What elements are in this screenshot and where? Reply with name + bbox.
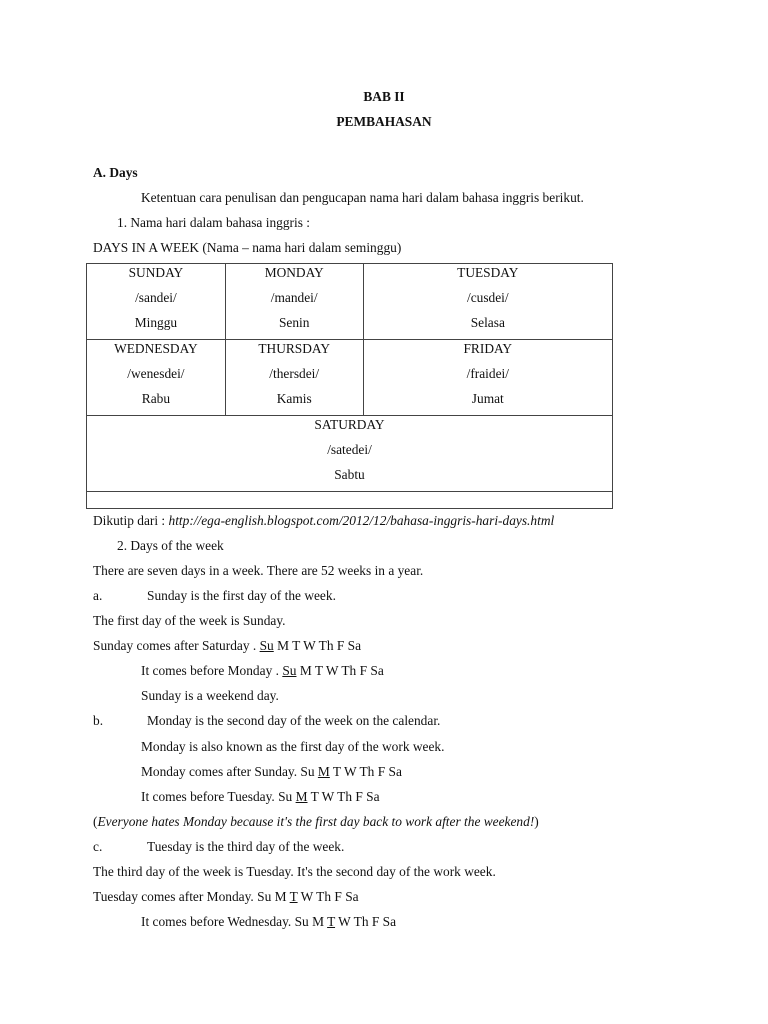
underlined-day: M [295,789,308,804]
chapter-label: BAB II [363,89,405,104]
day-pronunciation: /mandei/ [270,290,318,305]
text-segment: M T W Th F Sa [296,663,384,678]
table-row [87,416,613,492]
text-segment: W Th F Sa [335,914,397,929]
body-line: The first day of the week is Sunday. [93,613,286,628]
source-citation [93,512,554,529]
table-cell-sunday [87,264,226,340]
text-segment: T W Th F Sa [307,789,380,804]
day-pronunciation: /cusdei/ [466,290,509,305]
body-line [93,637,361,654]
text-segment: Sunday comes after Saturday . [93,638,260,653]
day-name: SATURDAY [314,417,385,432]
table-row [87,340,613,416]
text-segment: ( [93,814,98,829]
table-cell-wednesday [87,340,226,416]
day-indonesian: Rabu [141,391,171,406]
table-row [87,264,613,340]
day-name: MONDAY [264,265,324,280]
underlined-day: M [317,764,330,779]
body-line [141,662,384,679]
day-indonesian: Sabtu [334,467,365,482]
italic-note [93,813,539,830]
list-item-2: 2. Days of the week [117,538,224,553]
item-c-marker: c. [93,839,103,854]
body-line: There are seven days in a week. There are 52 weeks in a year. [93,563,424,578]
day-pronunciation: /wenesdei/ [127,366,185,381]
body-line [141,913,396,930]
table-cell-tuesday [363,264,612,340]
day-pronunciation: /sandei/ [135,290,177,305]
table-cell-thursday [225,340,363,416]
text-segment: Tuesday comes after Monday. Su M [93,889,290,904]
day-pronunciation: /thersdei/ [269,366,320,381]
day-name: SUNDAY [128,265,184,280]
intro-paragraph: Ketentuan cara penulisan dan pengucapan nama hari dalam bahasa inggris berikut. [141,190,584,205]
text-segment: M T W Th F Sa [273,638,362,653]
day-name: FRIDAY [463,341,513,356]
day-indonesian: Selasa [470,315,505,330]
text-segment: Everyone hates Monday because it's the first day back to work after the weekend! [97,814,535,829]
item-b-text: Monday is the second day of the week on the calendar. [147,713,441,728]
table-cell-empty [87,492,613,509]
item-c-text: Tuesday is the third day of the week. [147,839,345,854]
item-a-marker: a. [93,588,103,603]
item-a-text: Sunday is the first day of the week. [147,588,336,603]
section-a-title: A. Days [93,165,138,180]
body-line [141,763,402,780]
underlined-day: T [289,889,298,904]
table-caption: DAYS IN A WEEK (Nama – nama hari dalam seminggu) [93,240,402,255]
list-item-1: 1. Nama hari dalam bahasa inggris : [117,215,310,230]
text-segment: T W Th F Sa [329,764,402,779]
table-cell-monday [225,264,363,340]
source-url: http://ega-english.blogspot.com/2012/12/bahasa-inggris-hari-days.html [168,513,555,528]
body-line: Sunday is a weekend day. [141,688,279,703]
underlined-day: Su [259,638,274,653]
day-name: THURSDAY [258,341,331,356]
text-segment: W Th F Sa [297,889,359,904]
underlined-day: T [327,914,336,929]
table-cell-friday [363,340,612,416]
text-segment: ) [534,814,539,829]
body-line: The third day of the week is Tuesday. It's the second day of the work week. [93,864,496,879]
day-indonesian: Jumat [471,391,504,406]
day-name: TUESDAY [457,265,519,280]
text-segment: It comes before Tuesday. Su [141,789,296,804]
day-pronunciation: /satedei/ [327,442,372,457]
day-indonesian: Kamis [276,391,312,406]
days-table [86,263,613,509]
body-line: Monday is also known as the first day of the work week. [141,739,445,754]
day-indonesian: Minggu [134,315,178,330]
text-segment: It comes before Monday . [141,663,283,678]
text-segment: It comes before Wednesday. Su M [141,914,328,929]
day-indonesian: Senin [278,315,310,330]
day-pronunciation: /fraidei/ [466,366,509,381]
body-line [93,888,359,905]
underlined-day: Su [282,663,297,678]
text-segment: Monday comes after Sunday. Su [141,764,318,779]
table-row-empty [87,492,613,509]
item-b-marker: b. [93,713,104,728]
source-label: Dikutip dari : [93,513,169,528]
table-cell-saturday [87,416,613,492]
chapter-title: PEMBAHASAN [336,114,432,129]
body-line [141,788,380,805]
day-name: WEDNESDAY [114,341,198,356]
